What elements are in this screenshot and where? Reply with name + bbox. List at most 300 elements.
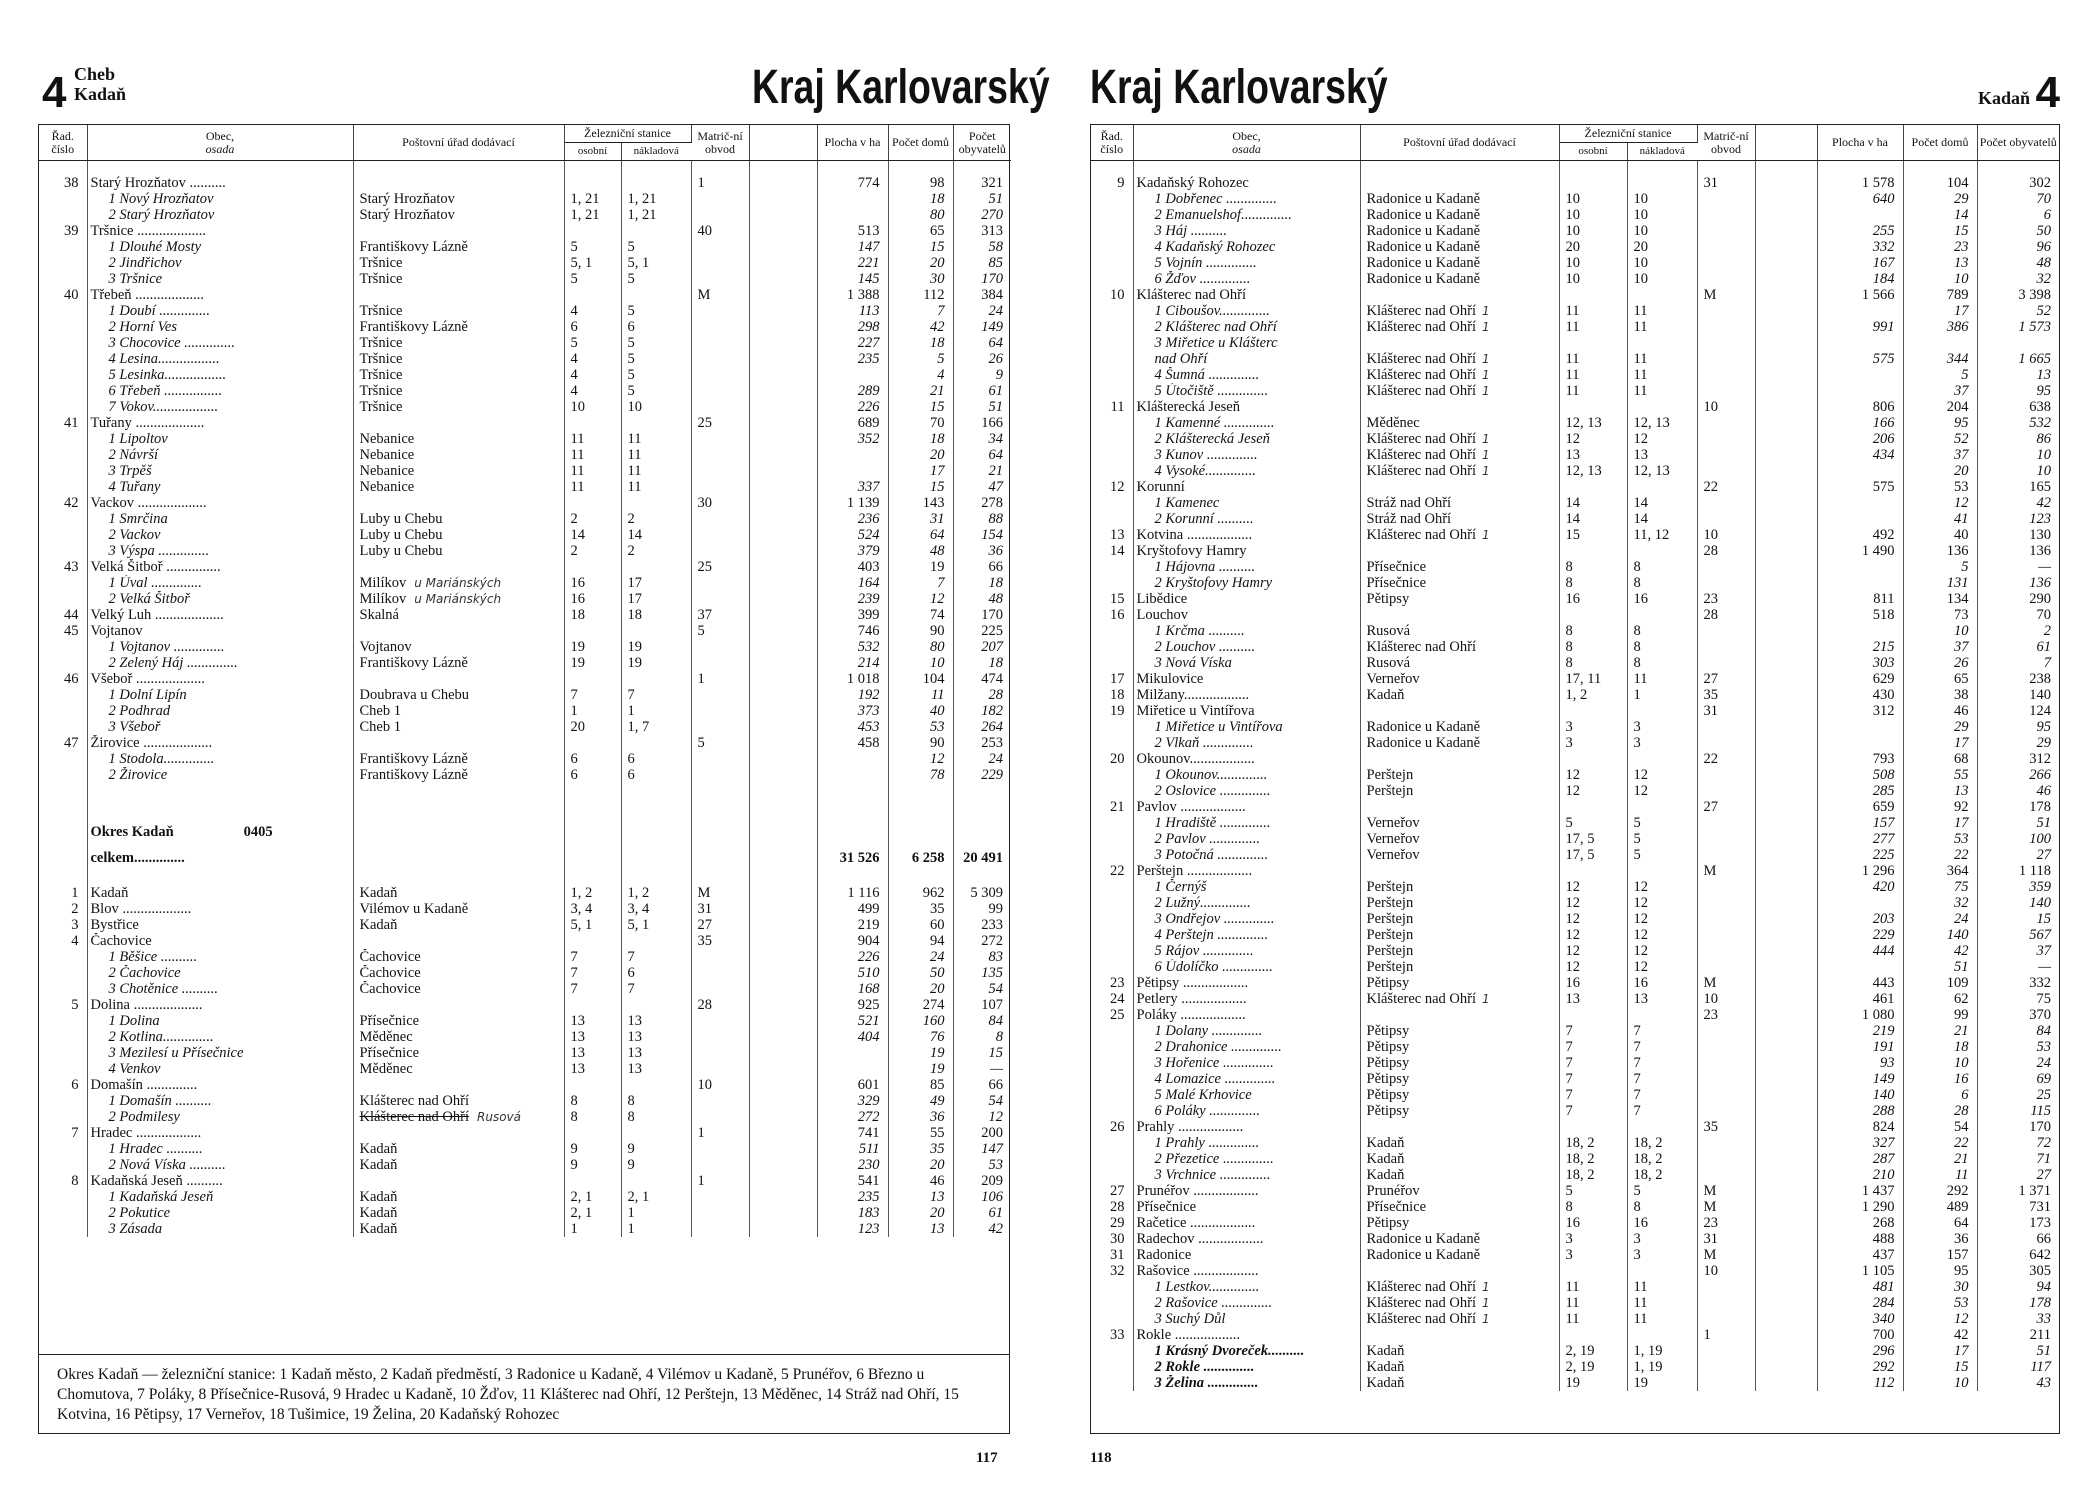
blank-cell bbox=[1755, 431, 1817, 447]
post-office-name: Měděnec bbox=[359, 1061, 413, 1077]
okres-header-row bbox=[39, 819, 1011, 845]
station-passenger: 11 bbox=[1559, 1311, 1627, 1327]
population: 207 bbox=[981, 639, 1004, 655]
handwritten-mark: 1 bbox=[1482, 432, 1490, 446]
population: 140 bbox=[2029, 687, 2052, 703]
registry-district: M bbox=[1697, 287, 1755, 303]
osada-name: 1 Běšice .......... bbox=[108, 949, 198, 965]
table-row bbox=[1091, 655, 2059, 671]
house-count: 18 bbox=[888, 191, 953, 207]
row-number bbox=[39, 271, 87, 287]
post-office bbox=[353, 207, 564, 223]
registry-district: 27 bbox=[691, 917, 749, 933]
osada-name: 1 Miřetice u Vintířova bbox=[1154, 719, 1283, 735]
row-number bbox=[39, 543, 87, 559]
post-office bbox=[1360, 335, 1559, 351]
post-office-name: Starý Hrozňatov bbox=[359, 207, 455, 223]
area-ha: 461 bbox=[1817, 991, 1903, 1007]
row-name bbox=[1133, 591, 1360, 607]
station-passenger: 18, 2 bbox=[1559, 1135, 1627, 1151]
table-row bbox=[39, 367, 1011, 383]
table-row bbox=[39, 1125, 1011, 1141]
spacer-cell bbox=[87, 783, 353, 801]
row-name bbox=[87, 1077, 353, 1093]
blank-cell bbox=[749, 559, 817, 575]
row-name bbox=[1133, 1039, 1360, 1055]
house-count: 85 bbox=[888, 1077, 953, 1093]
row-name bbox=[1133, 1087, 1360, 1103]
osada-name: 7 Vokov.................. bbox=[108, 399, 219, 415]
row-name bbox=[87, 607, 353, 623]
row-number bbox=[39, 463, 87, 479]
house-count: 37 bbox=[1903, 447, 1977, 463]
house-count: 90 bbox=[888, 623, 953, 639]
population: 1 371 bbox=[2018, 1183, 2052, 1199]
house-count: 75 bbox=[1903, 879, 1977, 895]
col-header-domu: Počet domů bbox=[888, 125, 953, 161]
station-freight: 3 bbox=[1627, 735, 1697, 751]
population: 290 bbox=[2029, 591, 2052, 607]
post-office-name: Rusová bbox=[1366, 655, 1410, 671]
area-ha bbox=[817, 751, 888, 767]
area-ha: 399 bbox=[817, 607, 888, 623]
house-count: 38 bbox=[1903, 687, 1977, 703]
blank-cell bbox=[1755, 1007, 1817, 1023]
row-number bbox=[1091, 415, 1133, 431]
station-freight: 8 bbox=[1627, 575, 1697, 591]
population: 1 118 bbox=[2018, 863, 2052, 879]
station-passenger bbox=[564, 623, 621, 639]
area-ha bbox=[1817, 959, 1903, 975]
registry-district bbox=[691, 655, 749, 671]
house-count: 15 bbox=[1903, 1359, 1977, 1375]
table-row bbox=[1091, 1103, 2059, 1119]
population: 209 bbox=[981, 1173, 1004, 1189]
spacer-cell bbox=[888, 783, 953, 801]
station-freight bbox=[1627, 335, 1697, 351]
table-row bbox=[1091, 959, 2059, 975]
station-passenger: 5 bbox=[1559, 1183, 1627, 1199]
blank-cell bbox=[1755, 1135, 1817, 1151]
table-row bbox=[39, 1157, 1011, 1173]
post-office bbox=[353, 495, 564, 511]
table-row bbox=[39, 255, 1011, 271]
osada-name: 2 Drahonice .............. bbox=[1154, 1039, 1282, 1055]
blank-cell bbox=[1755, 1311, 1817, 1327]
blank-cell bbox=[1755, 271, 1817, 287]
station-freight: 2, 1 bbox=[621, 1189, 691, 1205]
blank-cell bbox=[691, 845, 749, 871]
blank-cell bbox=[749, 845, 817, 871]
post-office bbox=[353, 949, 564, 965]
population: 75 bbox=[2036, 991, 2052, 1007]
row-number bbox=[1091, 1151, 1133, 1167]
station-freight: 7 bbox=[621, 687, 691, 703]
post-office bbox=[1360, 783, 1559, 799]
row-number: 7 bbox=[39, 1125, 87, 1141]
osada-name: 4 Vysoké.............. bbox=[1154, 463, 1256, 479]
row-name bbox=[1133, 655, 1360, 671]
station-passenger: 14 bbox=[1559, 511, 1627, 527]
row-number bbox=[39, 191, 87, 207]
population: 29 bbox=[2036, 735, 2052, 751]
station-passenger: 10 bbox=[1559, 191, 1627, 207]
row-number bbox=[39, 1013, 87, 1029]
area-ha: 145 bbox=[817, 271, 888, 287]
house-count: 32 bbox=[1903, 895, 1977, 911]
obec-name: Žirovice ................... bbox=[90, 735, 213, 751]
post-office-name: Perštejn bbox=[1366, 927, 1414, 943]
registry-district: 25 bbox=[691, 415, 749, 431]
blank-cell bbox=[749, 981, 817, 997]
osada-name: 3 Zásada bbox=[108, 1221, 163, 1237]
registry-district: M bbox=[691, 287, 749, 303]
row-name bbox=[1133, 527, 1360, 543]
row-number: 6 bbox=[39, 1077, 87, 1093]
table-row bbox=[1091, 399, 2059, 415]
blank-cell bbox=[1755, 1247, 1817, 1263]
station-passenger bbox=[1559, 479, 1627, 495]
population: 359 bbox=[2029, 879, 2052, 895]
station-freight bbox=[1627, 799, 1697, 815]
area-ha: 166 bbox=[1817, 415, 1903, 431]
row-number: 22 bbox=[1091, 863, 1133, 879]
population: 642 bbox=[2029, 1247, 2052, 1263]
area-ha: 285 bbox=[1817, 783, 1903, 799]
station-passenger: 18 bbox=[564, 607, 621, 623]
table-row bbox=[1091, 1295, 2059, 1311]
table-row bbox=[39, 1061, 1011, 1077]
post-office-name: Tršnice bbox=[359, 367, 403, 383]
row-name bbox=[87, 255, 353, 271]
row-number bbox=[1091, 319, 1133, 335]
house-count: 53 bbox=[1903, 1295, 1977, 1311]
osada-name: 1 Ciboušov.............. bbox=[1154, 303, 1270, 319]
registry-district bbox=[1697, 239, 1755, 255]
blank-cell bbox=[749, 767, 817, 783]
registry-district: 1 bbox=[691, 175, 749, 191]
area-ha: 521 bbox=[817, 1013, 888, 1029]
registry-district bbox=[1697, 1167, 1755, 1183]
station-passenger: 2, 19 bbox=[1559, 1359, 1627, 1375]
station-freight: 12 bbox=[1627, 767, 1697, 783]
row-name bbox=[1133, 607, 1360, 623]
post-office bbox=[1360, 1167, 1559, 1183]
post-office bbox=[1360, 367, 1559, 383]
area-ha: 1 490 bbox=[1817, 543, 1903, 559]
station-passenger: 8 bbox=[1559, 639, 1627, 655]
house-count: 20 bbox=[888, 981, 953, 997]
area-ha bbox=[1817, 335, 1903, 351]
population: 170 bbox=[2029, 1119, 2052, 1135]
station-freight: 3, 4 bbox=[621, 901, 691, 917]
right-page-header bbox=[1090, 50, 2060, 117]
registry-district bbox=[691, 207, 749, 223]
house-count: 55 bbox=[888, 1125, 953, 1141]
obec-name: Velká Šitboř ............... bbox=[90, 559, 221, 575]
spacer-cell bbox=[817, 783, 888, 801]
post-office-name: Prunéřov bbox=[1366, 1183, 1420, 1199]
row-number bbox=[1091, 959, 1133, 975]
row-name bbox=[1133, 959, 1360, 975]
area-ha: 444 bbox=[1817, 943, 1903, 959]
post-office bbox=[1360, 1343, 1559, 1359]
population: 5 309 bbox=[970, 885, 1004, 901]
area-ha: 430 bbox=[1817, 687, 1903, 703]
area-ha: 184 bbox=[1817, 271, 1903, 287]
row-number bbox=[1091, 767, 1133, 783]
obec-name: Domašín .............. bbox=[90, 1077, 198, 1093]
table-row bbox=[39, 949, 1011, 965]
house-count: 73 bbox=[1903, 607, 1977, 623]
obec-name: Račetice .................. bbox=[1136, 1215, 1256, 1231]
handwritten-mark: 1 bbox=[1482, 304, 1490, 318]
area-ha: 793 bbox=[1817, 751, 1903, 767]
spacer-row bbox=[39, 161, 1011, 176]
blank-cell bbox=[1755, 991, 1817, 1007]
osada-name: 2 Korunní .......... bbox=[1154, 511, 1254, 527]
station-freight: 19 bbox=[1627, 1375, 1697, 1391]
registry-district bbox=[691, 271, 749, 287]
spacer-cell bbox=[353, 783, 564, 801]
area-ha: 774 bbox=[817, 175, 888, 191]
table-row bbox=[1091, 863, 2059, 879]
osada-name: 2 Kotlina.............. bbox=[108, 1029, 214, 1045]
table-row bbox=[39, 933, 1011, 949]
station-passenger: 12 bbox=[1559, 943, 1627, 959]
blank-cell bbox=[1755, 943, 1817, 959]
blank-cell bbox=[749, 543, 817, 559]
row-number bbox=[1091, 207, 1133, 223]
house-count: 94 bbox=[888, 933, 953, 949]
post-office-name: Tršnice bbox=[359, 335, 403, 351]
row-name bbox=[87, 997, 353, 1013]
row-number bbox=[39, 255, 87, 271]
area-ha: 904 bbox=[817, 933, 888, 949]
station-freight: 12 bbox=[1627, 927, 1697, 943]
osada-name: 1 Dolní Lipín bbox=[108, 687, 187, 703]
blank-cell bbox=[749, 1093, 817, 1109]
registry-district bbox=[691, 319, 749, 335]
row-name bbox=[1133, 671, 1360, 687]
station-passenger bbox=[564, 415, 621, 431]
obec-name: Prahly .................. bbox=[1136, 1119, 1244, 1135]
station-freight: 1, 7 bbox=[621, 719, 691, 735]
station-passenger: 12 bbox=[1559, 431, 1627, 447]
blank-cell bbox=[749, 399, 817, 415]
population: 53 bbox=[2036, 1039, 2052, 1055]
spacer-cell bbox=[888, 161, 953, 176]
spacer-cell bbox=[621, 783, 691, 801]
right-col-header-zeleznicni: Železniční stanice bbox=[1559, 125, 1697, 143]
station-freight bbox=[1627, 287, 1697, 303]
post-office-name: Kadaň bbox=[1366, 1135, 1405, 1151]
row-number bbox=[1091, 335, 1133, 351]
blank-cell bbox=[1755, 1103, 1817, 1119]
registry-district bbox=[1697, 191, 1755, 207]
table-row bbox=[39, 639, 1011, 655]
okres-total-row bbox=[39, 845, 1011, 871]
station-passenger: 17, 5 bbox=[1559, 831, 1627, 847]
area-ha bbox=[1817, 463, 1903, 479]
row-name bbox=[87, 319, 353, 335]
col-header-obyvatel: Počet obyvatelů bbox=[953, 125, 1011, 161]
station-passenger: 10 bbox=[564, 399, 621, 415]
table-row bbox=[39, 965, 1011, 981]
obec-name: Rokle .................. bbox=[1136, 1327, 1241, 1343]
post-office-name: Verneřov bbox=[1366, 671, 1420, 687]
house-count: 12 bbox=[888, 591, 953, 607]
post-office bbox=[353, 1157, 564, 1173]
house-count: 489 bbox=[1903, 1199, 1977, 1215]
post-office bbox=[1360, 495, 1559, 511]
station-freight: 7 bbox=[621, 981, 691, 997]
osada-name: 1 Kadaňská Jeseň bbox=[108, 1189, 214, 1205]
row-name bbox=[1133, 1311, 1360, 1327]
spacer-cell bbox=[1360, 161, 1559, 176]
row-name bbox=[87, 1013, 353, 1029]
house-count: 5 bbox=[888, 351, 953, 367]
handwritten-mark: 1 bbox=[1482, 992, 1490, 1006]
osada-name: 1 Hradiště .............. bbox=[1154, 815, 1271, 831]
station-passenger bbox=[1559, 703, 1627, 719]
blank-cell bbox=[888, 819, 953, 845]
station-passenger: 5 bbox=[564, 335, 621, 351]
row-number bbox=[39, 687, 87, 703]
handwritten-mark: 1 bbox=[1482, 1296, 1490, 1310]
blank-cell bbox=[1755, 751, 1817, 767]
house-count: 23 bbox=[1903, 239, 1977, 255]
row-name bbox=[1133, 511, 1360, 527]
blank-cell bbox=[1755, 383, 1817, 399]
house-count: 30 bbox=[888, 271, 953, 287]
post-office-name: Kadaň bbox=[1366, 1343, 1405, 1359]
post-office bbox=[1360, 591, 1559, 607]
blank-cell bbox=[1755, 1327, 1817, 1343]
post-office bbox=[353, 399, 564, 415]
row-number: 2 bbox=[39, 901, 87, 917]
col-header-plocha: Plocha v ha bbox=[817, 125, 888, 161]
osada-name: 1 Okounov.............. bbox=[1154, 767, 1268, 783]
house-count: 10 bbox=[1903, 271, 1977, 287]
station-passenger: 2 bbox=[564, 511, 621, 527]
house-count: 24 bbox=[1903, 911, 1977, 927]
station-passenger: 11 bbox=[564, 479, 621, 495]
blank-cell bbox=[1755, 1231, 1817, 1247]
station-passenger bbox=[564, 1173, 621, 1189]
blank-cell bbox=[749, 511, 817, 527]
house-count: 17 bbox=[1903, 815, 1977, 831]
station-freight: 11 bbox=[1627, 671, 1697, 687]
house-count: 60 bbox=[888, 917, 953, 933]
house-count: 12 bbox=[888, 751, 953, 767]
population: 25 bbox=[2036, 1087, 2052, 1103]
station-freight: 18 bbox=[621, 607, 691, 623]
table-row bbox=[39, 207, 1011, 223]
station-freight: 12, 13 bbox=[1627, 463, 1697, 479]
area-ha: 167 bbox=[1817, 255, 1903, 271]
row-name bbox=[1133, 207, 1360, 223]
row-name bbox=[1133, 991, 1360, 1007]
row-name bbox=[1133, 1055, 1360, 1071]
obec-name: Kryštofovy Hamry bbox=[1136, 543, 1247, 559]
spacer-cell bbox=[1817, 161, 1903, 176]
population: 270 bbox=[981, 207, 1004, 223]
blank-cell bbox=[749, 949, 817, 965]
station-passenger: 12 bbox=[1559, 783, 1627, 799]
blank-cell bbox=[749, 303, 817, 319]
station-passenger: 12 bbox=[1559, 879, 1627, 895]
registry-district bbox=[691, 239, 749, 255]
row-name bbox=[1133, 815, 1360, 831]
blank-cell bbox=[1755, 655, 1817, 671]
station-freight: 13 bbox=[1627, 991, 1697, 1007]
row-number bbox=[39, 303, 87, 319]
population: 567 bbox=[2029, 927, 2052, 943]
blank-cell bbox=[749, 447, 817, 463]
station-passenger: 13 bbox=[1559, 991, 1627, 1007]
row-number: 16 bbox=[1091, 607, 1133, 623]
area-ha: 700 bbox=[1817, 1327, 1903, 1343]
station-freight bbox=[621, 735, 691, 751]
house-count: 7 bbox=[888, 303, 953, 319]
row-name bbox=[87, 1205, 353, 1221]
station-freight bbox=[621, 287, 691, 303]
station-passenger: 8 bbox=[1559, 575, 1627, 591]
blank-cell bbox=[1755, 783, 1817, 799]
row-number bbox=[1091, 815, 1133, 831]
row-number: 31 bbox=[1091, 1247, 1133, 1263]
registry-district: 28 bbox=[1697, 543, 1755, 559]
post-office-name: Měděnec bbox=[1366, 415, 1420, 431]
left-page-code: 4 bbox=[42, 68, 67, 117]
station-freight: 11 bbox=[1627, 303, 1697, 319]
post-office bbox=[353, 767, 564, 783]
area-ha: 93 bbox=[1817, 1055, 1903, 1071]
blank-cell bbox=[749, 575, 817, 591]
okres-label: Okres Kadaň bbox=[90, 824, 174, 840]
blank-cell bbox=[953, 819, 1011, 845]
station-freight: 5 bbox=[1627, 847, 1697, 863]
row-number bbox=[1091, 351, 1133, 367]
registry-district: 10 bbox=[1697, 991, 1755, 1007]
station-passenger: 7 bbox=[564, 965, 621, 981]
spacer-cell bbox=[953, 871, 1011, 885]
table-row bbox=[1091, 1039, 2059, 1055]
area-ha bbox=[817, 207, 888, 223]
post-office-name: Skalná bbox=[359, 607, 399, 623]
post-office bbox=[1360, 975, 1559, 991]
station-freight: 11 bbox=[621, 431, 691, 447]
table-row bbox=[39, 1205, 1011, 1221]
registry-district: 10 bbox=[1697, 527, 1755, 543]
population: 61 bbox=[988, 383, 1004, 399]
blank-cell bbox=[564, 819, 621, 845]
station-passenger: 17, 11 bbox=[1559, 671, 1627, 687]
row-number bbox=[39, 367, 87, 383]
right-col-header-obyvatel: Počet obyvatelů bbox=[1977, 125, 2059, 161]
handwritten-mark: 1 bbox=[1482, 464, 1490, 478]
table-row bbox=[39, 719, 1011, 735]
registry-district bbox=[1697, 847, 1755, 863]
post-office-name: Františkovy Lázně bbox=[359, 751, 468, 767]
blank-cell bbox=[749, 671, 817, 687]
row-name bbox=[87, 703, 353, 719]
obec-name: Kotvina .................. bbox=[1136, 527, 1253, 543]
blank-cell bbox=[1755, 575, 1817, 591]
station-passenger: 4 bbox=[564, 303, 621, 319]
table-row bbox=[1091, 607, 2059, 623]
